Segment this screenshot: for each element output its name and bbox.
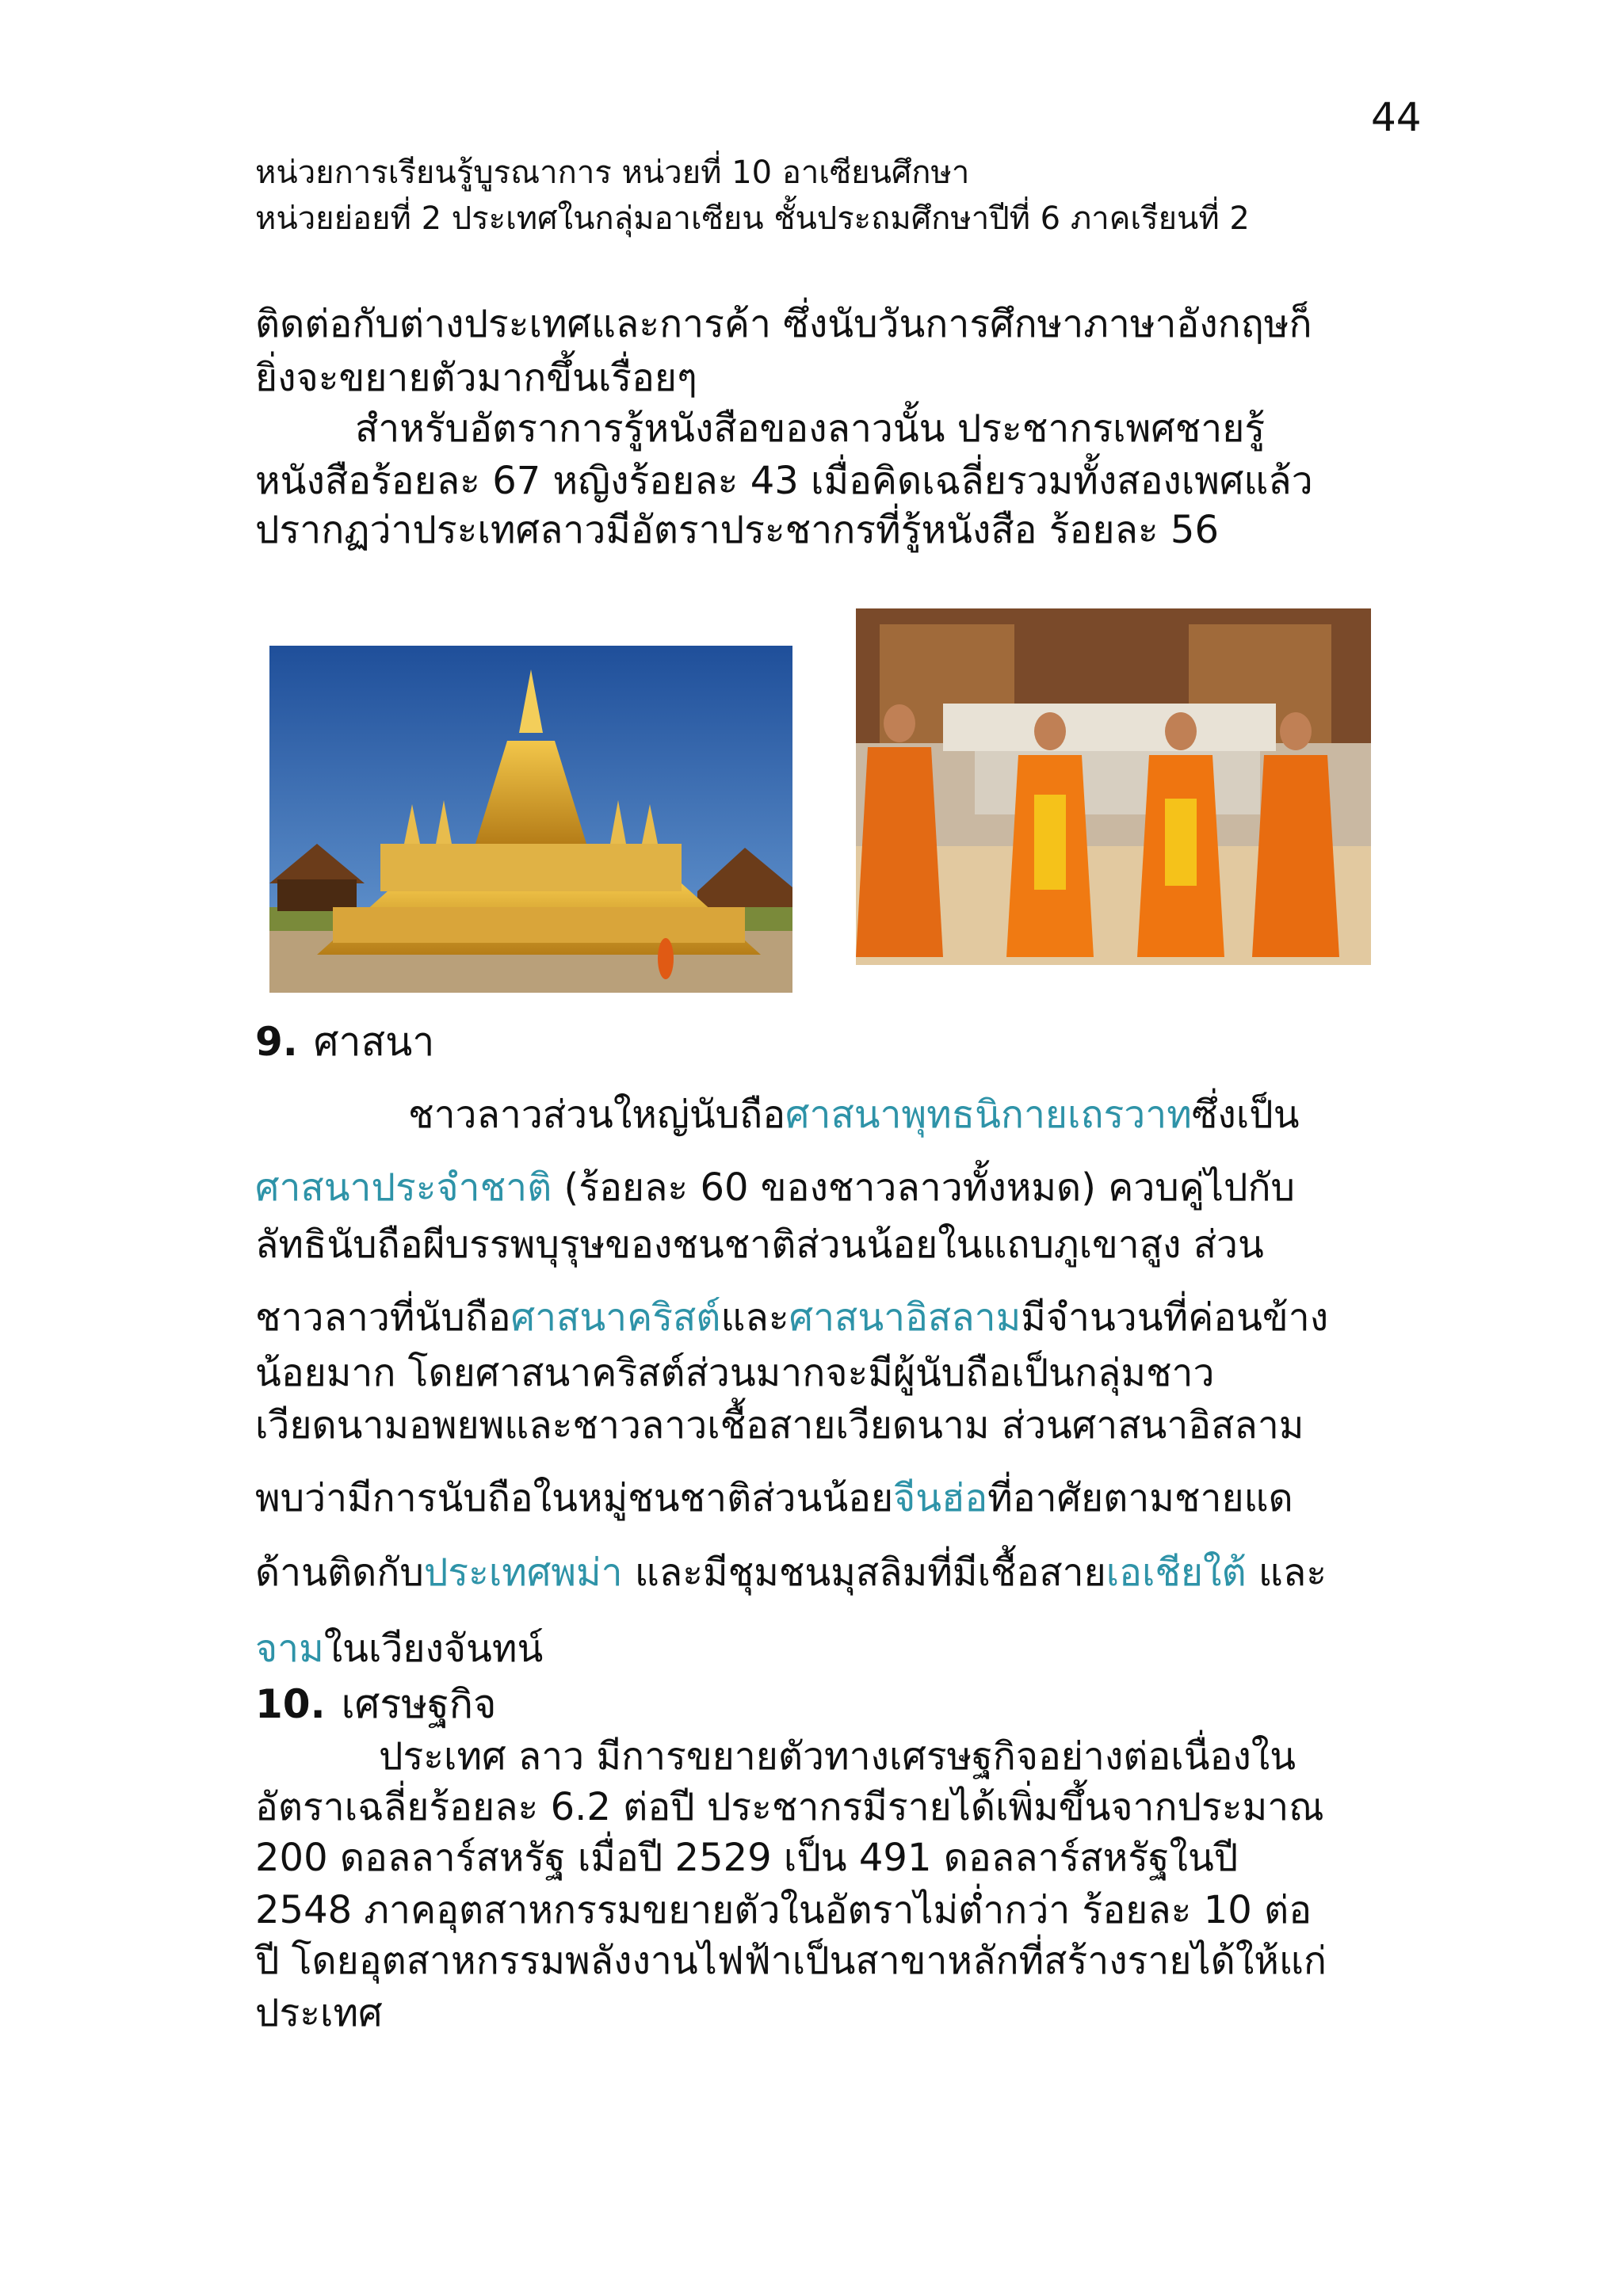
religion-line-8: ด้านติดกับประเทศพม่า และมีชุมชนมุสลิมที่มีเชื้อสายเอเชียใต้ และ: [255, 1550, 1327, 1595]
south-asia-link[interactable]: เอเชียใต้: [1106, 1550, 1247, 1595]
religion-line-7: พบว่ามีการนับถือในหมู่ชนชาติส่วนน้อยจีนฮ่อที่อาศัยตามชายแด: [255, 1476, 1293, 1520]
national-religion-link[interactable]: ศาสนาประจำชาติ: [255, 1165, 552, 1210]
religion-line-5: น้อยมาก โดยศาสนาคริสต์ส่วนมากจะมีผู้นับถือเป็นกลุ่มชาว: [255, 1351, 1215, 1395]
religion-line-9: จามในเวียงจันทน์: [255, 1627, 544, 1671]
intro-line-1: ติดต่อกับต่างประเทศและการค้า ซึ่งนับวันการศึกษาภาษาอังกฤษก็: [255, 302, 1312, 346]
religion-line-4: ชาวลาวที่นับถือศาสนาคริสต์และศาสนาอิสลามมีจำนวนที่ค่อนข้าง: [255, 1295, 1329, 1340]
religion-line-2: ศาสนาประจำชาติ (ร้อยละ 60 ของชาวลาวทั้งหมด) ควบคู่ไปกับ: [255, 1165, 1295, 1210]
intro-line-3: สำหรับอัตราการรู้หนังสือของลาวนั้น ประชากรเพศชายรู้: [355, 406, 1266, 451]
that-luang-stupa-photo: [269, 646, 792, 993]
religion-line-6: เวียดนามอพยพและชาวลาวเชื้อสายเวียดนาม ส่วนศาสนาอิสลาม: [255, 1403, 1304, 1447]
intro-line-5: ปรากฏว่าประเทศลาวมีอัตราประชากรที่รู้หนังสือ ร้อยละ 56: [255, 508, 1220, 552]
lao-monks-photo: [856, 608, 1371, 965]
header-line-2: หน่วยย่อยที่ 2 ประเทศในกลุ่มอาเซียน ชั้นประถมศึกษาปีที่ 6 ภาคเรียนที่ 2: [255, 200, 1250, 237]
christianity-link[interactable]: ศาสนาคริสต์: [510, 1295, 721, 1340]
economy-line-3: 200 ดอลลาร์สหรัฐ เมื่อปี 2529 เป็น 491 ดอลลาร์สหรัฐในปี: [255, 1836, 1239, 1880]
economy-line-5: ปี โดยอุตสาหกรรมพลังงานไฟฟ้าเป็นสาขาหลักที่สร้างรายได้ให้แก่: [255, 1939, 1327, 1983]
intro-line-2: ยิ่งจะขยายตัวมากขึ้นเรื่อยๆ: [255, 356, 697, 400]
section-number: 10.: [255, 1681, 326, 1727]
theravada-link[interactable]: ศาสนาพุทธนิกายเถรวาท: [785, 1093, 1192, 1137]
islam-link[interactable]: ศาสนาอิสลาม: [789, 1295, 1022, 1340]
chin-haw-link[interactable]: จีนฮ่อ: [893, 1476, 988, 1520]
economy-line-4: 2548 ภาคอุตสาหกรรมขยายตัวในอัตราไม่ต่ำกว่า ร้อยละ 10 ต่อ: [255, 1888, 1312, 1932]
section-title: ศาสนา: [313, 1019, 435, 1065]
section-title: เศรษฐกิจ: [341, 1681, 497, 1727]
section-heading-economy: [255, 1678, 496, 1730]
intro-line-4: หนังสือร้อยละ 67 หญิงร้อยละ 43 เมื่อคิดเฉลี่ยรวมทั้งสองเพศแล้ว: [255, 459, 1313, 503]
cham-link[interactable]: จาม: [255, 1627, 324, 1671]
religion-line-1: ชาวลาวส่วนใหญ่นับถือศาสนาพุทธนิกายเถรวาทซึ่งเป็น: [408, 1093, 1300, 1137]
economy-line-1: ประเทศ ลาว มีการขยายตัวทางเศรษฐกิจอย่างต่อเนื่องใน: [379, 1734, 1296, 1779]
economy-line-2: อัตราเฉลี่ยร้อยละ 6.2 ต่อปี ประชากรมีรายได้เพิ่มขึ้นจากประมาณ: [255, 1785, 1324, 1829]
header-line-1: หน่วยการเรียนรู้บูรณาการ หน่วยที่ 10 อาเซียนศึกษา: [255, 154, 970, 191]
page-number: 44: [1371, 94, 1422, 140]
burma-link[interactable]: ประเทศพม่า: [423, 1550, 623, 1595]
section-heading-religion: [255, 1016, 434, 1068]
economy-line-6: ประเทศ: [255, 1991, 383, 2035]
section-number: 9.: [255, 1019, 298, 1065]
religion-line-3: ลัทธินับถือผีบรรพบุรุษของชนชาติส่วนน้อยในแถบภูเขาสูง ส่วน: [255, 1222, 1264, 1267]
